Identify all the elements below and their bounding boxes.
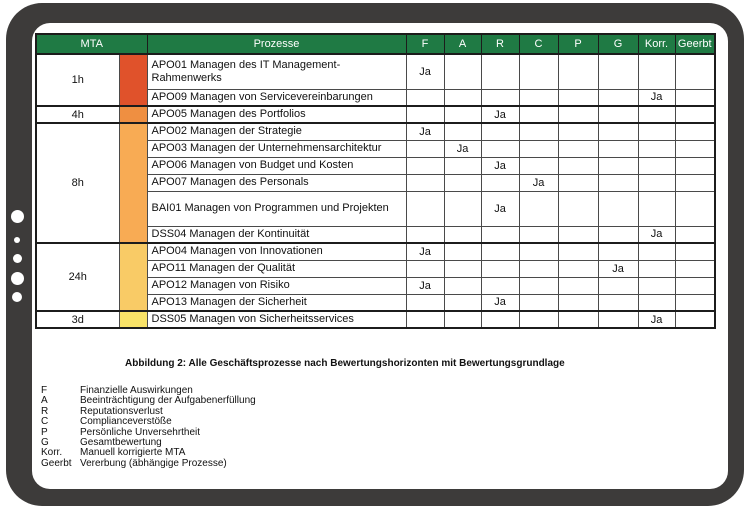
mark-cell (481, 277, 519, 294)
mark-cell (598, 174, 638, 191)
legend-key: A (41, 395, 48, 407)
mark-cell (638, 260, 675, 277)
table-row (36, 54, 715, 89)
mark-cell (406, 89, 444, 106)
mark-cell (638, 243, 675, 260)
mark-cell (558, 277, 598, 294)
mark-cell (638, 123, 675, 140)
mark-cell (444, 243, 481, 260)
mark-cell: Ja (406, 123, 444, 140)
mark-cell (558, 123, 598, 140)
process-cell: APO04 Managen von Innovationen (147, 243, 406, 260)
mta-cell: 3d (36, 311, 119, 328)
process-cell: APO03 Managen der Unternehmensarchitektur (147, 140, 406, 157)
mark-cell: Ja (638, 311, 675, 328)
legend-item (41, 459, 256, 469)
mark-cell (481, 243, 519, 260)
mark-cell (481, 123, 519, 140)
mark-cell (598, 311, 638, 328)
mark-cell (638, 191, 675, 226)
mark-cell (406, 294, 444, 311)
legend-key: Geerbt (41, 457, 72, 469)
mark-cell: Ja (481, 294, 519, 311)
legend-key: F (41, 385, 48, 396)
mark-cell (598, 54, 638, 89)
column-header-f: F (406, 34, 444, 54)
mark-cell (675, 140, 715, 157)
process-cell: APO05 Managen des Portfolios (147, 106, 406, 123)
mta-color-strip (119, 123, 147, 243)
mark-cell (558, 191, 598, 226)
mark-cell (675, 191, 715, 226)
mta-cell: 8h (36, 123, 119, 243)
mark-cell: Ja (481, 157, 519, 174)
table-header (36, 34, 715, 54)
mark-cell (675, 174, 715, 191)
mta-color-strip (119, 243, 147, 311)
frame-button-dot (14, 237, 20, 243)
mark-cell (558, 140, 598, 157)
mark-cell (675, 157, 715, 174)
mark-cell (675, 226, 715, 243)
process-cell: BAI01 Managen von Programmen und Projekten (147, 191, 406, 226)
column-header-g: G (598, 34, 638, 54)
process-cell: APO11 Managen der Qualität (147, 260, 406, 277)
legend-key: P (41, 426, 48, 438)
mark-cell (598, 191, 638, 226)
mta-color-strip (119, 311, 147, 328)
mark-cell (675, 89, 715, 106)
mark-cell: Ja (406, 243, 444, 260)
mark-cell (558, 157, 598, 174)
legend-label: Gesamtbewertung (80, 437, 162, 449)
table-row (36, 311, 715, 328)
mark-cell (558, 294, 598, 311)
mark-cell: Ja (598, 260, 638, 277)
mta-cell: 24h (36, 243, 119, 311)
process-cell: APO02 Managen der Strategie (147, 123, 406, 140)
column-header-prozesse: Prozesse (147, 34, 406, 54)
legend-key: Korr. (41, 447, 63, 459)
mark-cell (481, 89, 519, 106)
mark-cell (638, 174, 675, 191)
frame-button-dot (11, 272, 24, 285)
mark-cell (598, 243, 638, 260)
mark-cell (481, 311, 519, 328)
mark-cell (638, 157, 675, 174)
mark-cell (481, 260, 519, 277)
mark-cell (406, 157, 444, 174)
mark-cell: Ja (638, 89, 675, 106)
mark-cell: Ja (481, 106, 519, 123)
frame-button-dot (13, 254, 22, 263)
mark-cell (598, 157, 638, 174)
column-header-mta: MTA (36, 34, 147, 54)
mark-cell (675, 277, 715, 294)
mark-cell (638, 106, 675, 123)
table-row (36, 106, 715, 123)
mark-cell (675, 54, 715, 89)
mark-cell (675, 106, 715, 123)
mark-cell (598, 277, 638, 294)
mark-cell: Ja (481, 191, 519, 226)
mark-cell (558, 243, 598, 260)
mark-cell (638, 140, 675, 157)
process-cell: APO06 Managen von Budget und Kosten (147, 157, 406, 174)
mark-cell (406, 140, 444, 157)
mark-cell (675, 294, 715, 311)
mark-cell (519, 243, 558, 260)
mark-cell (638, 277, 675, 294)
mark-cell (481, 226, 519, 243)
legend-key: R (41, 405, 49, 417)
process-cell: APO07 Managen des Personals (147, 174, 406, 191)
column-header-a: A (444, 34, 481, 54)
mta-color-strip (119, 54, 147, 106)
mark-cell (675, 260, 715, 277)
mark-cell (598, 89, 638, 106)
legend (41, 386, 256, 469)
mark-cell (519, 226, 558, 243)
mark-cell (558, 311, 598, 328)
process-assessment-table (35, 33, 716, 329)
legend-key: G (41, 437, 49, 449)
table-row (36, 123, 715, 140)
mark-cell (558, 89, 598, 106)
mta-color-strip (119, 106, 147, 123)
figure-caption: Abbildung 2: Alle Geschäftsprozesse nach Bewertungshorizonten mit Bewertungsgrundlage (125, 358, 565, 369)
mark-cell: Ja (638, 226, 675, 243)
mark-cell (406, 106, 444, 123)
mark-cell (558, 260, 598, 277)
mark-cell (519, 123, 558, 140)
mark-cell (558, 106, 598, 123)
mark-cell (675, 311, 715, 328)
mark-cell (406, 311, 444, 328)
mark-cell: Ja (519, 174, 558, 191)
process-cell: APO01 Managen des IT Management-Rahmenwerks (147, 54, 406, 89)
mark-cell (519, 294, 558, 311)
process-cell: DSS04 Managen der Kontinuität (147, 226, 406, 243)
mark-cell (444, 89, 481, 106)
mark-cell (598, 226, 638, 243)
mark-cell (519, 157, 558, 174)
table-body (36, 54, 715, 328)
mark-cell (406, 260, 444, 277)
mark-cell (444, 174, 481, 191)
mark-cell (675, 243, 715, 260)
mark-cell (444, 311, 481, 328)
mark-cell (444, 106, 481, 123)
table-row (36, 243, 715, 260)
mark-cell (598, 140, 638, 157)
mark-cell (444, 157, 481, 174)
frame-button-dot (11, 210, 24, 223)
legend-key: C (41, 416, 49, 428)
process-cell: APO13 Managen der Sicherheit (147, 294, 406, 311)
mark-cell (519, 260, 558, 277)
mark-cell: Ja (444, 140, 481, 157)
mark-cell (598, 106, 638, 123)
process-cell: APO12 Managen von Risiko (147, 277, 406, 294)
mark-cell (519, 89, 558, 106)
mark-cell (558, 174, 598, 191)
process-table-wrap (35, 33, 716, 329)
frame-button-dot (12, 292, 22, 302)
column-header-c: C (519, 34, 558, 54)
header-row (36, 34, 715, 54)
mark-cell (638, 54, 675, 89)
mark-cell (638, 294, 675, 311)
mark-cell (444, 123, 481, 140)
mark-cell (519, 54, 558, 89)
mta-cell: 1h (36, 54, 119, 106)
column-header-p: P (558, 34, 598, 54)
mark-cell (444, 294, 481, 311)
column-header-geerbt: Geerbt (675, 34, 715, 54)
mark-cell (444, 226, 481, 243)
legend-label: Beeinträchtigung der Aufgabenerfüllung (80, 395, 256, 407)
mark-cell: Ja (406, 54, 444, 89)
column-header-r: R (481, 34, 519, 54)
mark-cell (406, 174, 444, 191)
mark-cell (558, 54, 598, 89)
legend-label: Manuell korrigierte MTA (80, 447, 186, 459)
mark-cell (558, 226, 598, 243)
mark-cell (481, 140, 519, 157)
mark-cell (481, 54, 519, 89)
mark-cell (481, 174, 519, 191)
process-cell: DSS05 Managen von Sicherheitsservices (147, 311, 406, 328)
mark-cell (675, 123, 715, 140)
column-header-korr: Korr. (638, 34, 675, 54)
legend-label: Finanzielle Auswirkungen (80, 385, 193, 396)
mark-cell (519, 140, 558, 157)
mark-cell: Ja (406, 277, 444, 294)
mark-cell (519, 191, 558, 226)
mark-cell (444, 260, 481, 277)
mark-cell (406, 191, 444, 226)
legend-label: Complianceverstöße (80, 416, 172, 428)
mark-cell (444, 54, 481, 89)
process-cell: APO09 Managen von Servicevereinbarungen (147, 89, 406, 106)
mark-cell (519, 106, 558, 123)
mta-cell: 4h (36, 106, 119, 123)
mark-cell (519, 311, 558, 328)
mark-cell (519, 277, 558, 294)
mark-cell (444, 277, 481, 294)
mark-cell (598, 123, 638, 140)
legend-label: Vererbung (äbhängige Prozesse) (80, 457, 227, 469)
mark-cell (598, 294, 638, 311)
mark-cell (406, 226, 444, 243)
mark-cell (444, 191, 481, 226)
legend-label: Persönliche Unversehrtheit (80, 426, 201, 438)
legend-label: Reputationsverlust (80, 405, 163, 417)
